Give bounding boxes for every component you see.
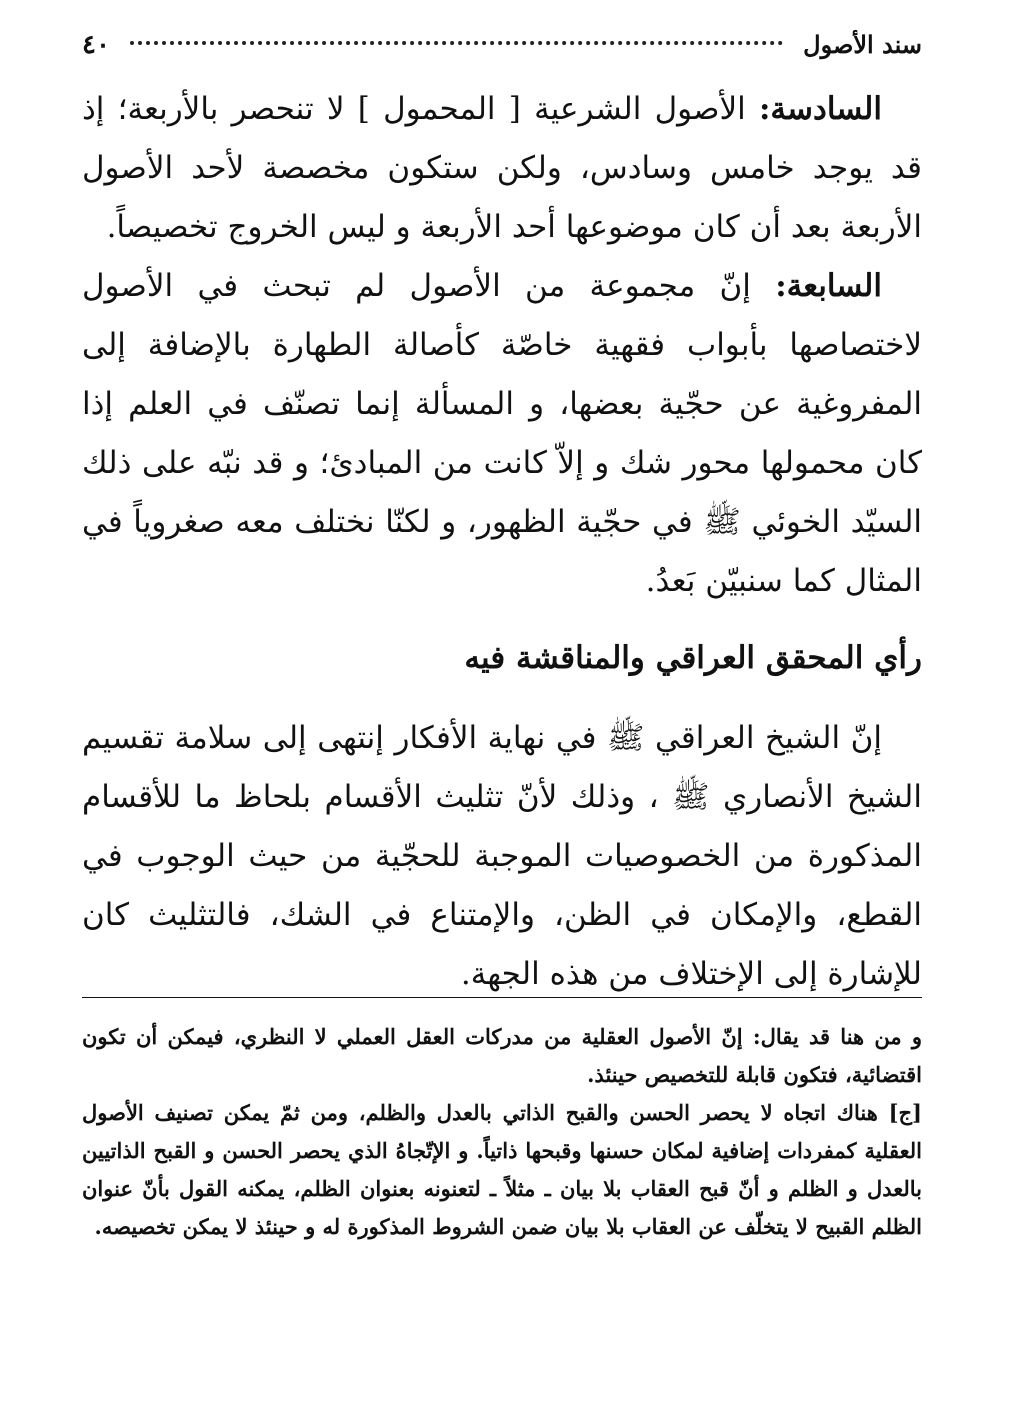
- footnote-item: و من هنا قد يقال: إنّ الأصول العقلية من مدركات العقل العملي لا النظري، فيمكن أن تكون اقتضائية، فتكون قابلة للتخصيص حينئذ.: [82, 1024, 922, 1087]
- book-title: سند الأصول: [803, 30, 922, 59]
- footnotes: [82, 1018, 922, 1246]
- running-header: [82, 30, 922, 80]
- header-leader-dots: [130, 41, 783, 45]
- paragraph-text: إنّ مجموعة من الأصول لم تبحث في الأصول لاختصاصها بأبواب فقهية خاصّة كأصالة الطهارة بالإضافة إلى المفروغية عن حجّية بعضها، و المسألة إنما تصنّف في العلم إذا كان محمولها محور شك و إلاّ كانت من المبادئ؛ و قد نبّه على ذلك السيّد الخوئي ﷺ في حجّية الظهور، و لكنّا نختلف معه صغروياً في المثال كما سنبيّن بَعدُ.: [82, 268, 922, 599]
- footnote-item: [ج] هناك اتجاه لا يحصر الحسن والقبح الذاتي بالعدل والظلم، ومن ثمّ يمكن تصنيف الأصول العقلية كمفردات إضافية لمكان حسنها وقبحها ذاتياً. و الإتّجاهُ الذي يحصر الحسن و القبح الذاتيين بالعدل و الظلم و أنّ قبح العقاب بلا بيان ـ مثلاً ـ لتعنونه بعنوان الظلم، يمكنه القول بأنّ عنوان الظلم القبيح لا يتخلّف عن العقاب بلا بيان ضمن الشروط المذكورة له و حينئذ لا يمكن تخصيصه.: [82, 1100, 922, 1239]
- paragraph-seventh: [82, 257, 922, 611]
- section-paragraph: إنّ الشيخ العراقي ﷺ في نهاية الأفكار إنتهى إلى سلامة تقسيم الشيخ الأنصاري ﷺ ، وذلك لأنّ تثليث الأقسام بلحاظ ما للأقسام المذكورة من الخصوصيات الموجبة للحجّية من حيث الوجوب في القطع، والإمكان في الظن، والإمتناع في الشك، فالتثليث كان للإشارة إلى الإختلاف من هذه الجهة.: [82, 720, 922, 992]
- section-heading: رأي المحقق العراقي والمناقشة فيه: [464, 640, 922, 676]
- paragraph-text: الأصول الشرعية [ المحمول ] لا تنحصر بالأربعة؛ إذ قد يوجد خامس وسادس، ولكن ستكون مخصصة لأحد الأصول الأربعة بعد أن كان موضوعها أحد الأربعة و ليس الخروج تخصيصاً.: [82, 91, 922, 245]
- paragraph-lead: السابعة:: [775, 268, 882, 304]
- page-number: ٤٠: [82, 30, 110, 60]
- page-body: [82, 30, 922, 1004]
- paragraph-lead: السادسة:: [758, 91, 882, 127]
- paragraph-sixth: [82, 80, 922, 257]
- footnote-divider: [82, 997, 922, 998]
